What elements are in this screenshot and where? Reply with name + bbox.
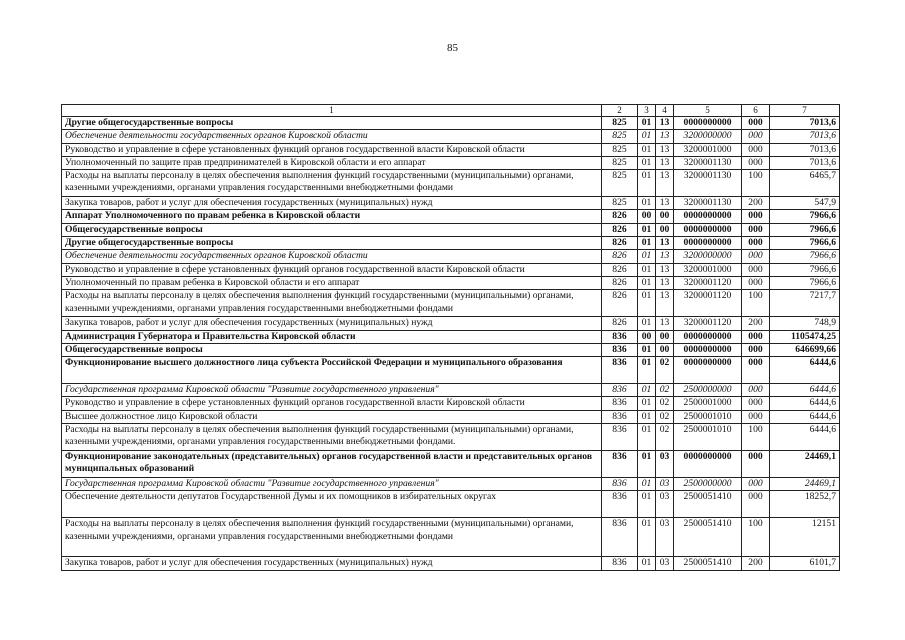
target-article-cell: 0000000000	[674, 343, 742, 356]
ministry-code-cell: 836	[602, 397, 638, 410]
amount-cell: 6444,6	[770, 384, 840, 397]
subsection-code-cell: 13	[656, 276, 674, 289]
table-row	[62, 478, 840, 491]
item-name-cell: Расходы на выплаты персоналу в целях обеспечения выполнения функций государственными (муниципальными) органами, казенными учреждениями, органами управления государственными внебюджетными фондами	[62, 170, 602, 197]
expense-type-cell: 000	[742, 143, 770, 156]
expense-type-cell: 000	[742, 357, 770, 384]
ministry-code-cell: 826	[602, 317, 638, 330]
table-body	[62, 117, 840, 571]
table-row	[62, 143, 840, 156]
amount-cell: 6444,6	[770, 410, 840, 423]
target-article-cell: 3200001000	[674, 143, 742, 156]
amount-cell: 6444,6	[770, 357, 840, 384]
section-code-cell: 01	[638, 451, 656, 478]
expense-type-cell: 000	[742, 130, 770, 143]
amount-cell: 7966,6	[770, 223, 840, 236]
amount-cell: 18252,7	[770, 491, 840, 518]
section-code-cell: 01	[638, 518, 656, 557]
item-name-cell: Аппарат Уполномоченного по правам ребенка в Кировской области	[62, 210, 602, 223]
subsection-code-cell: 13	[656, 263, 674, 276]
subsection-code-cell: 03	[656, 518, 674, 557]
item-name-cell: Руководство и управление в сфере установленных функций органов государственной власти Кировской области	[62, 263, 602, 276]
target-article-cell: 0000000000	[674, 357, 742, 384]
ministry-code-cell: 826	[602, 210, 638, 223]
item-name-cell: Государственная программа Кировской области "Развитие государственного управления"	[62, 478, 602, 491]
subsection-code-cell: 13	[656, 250, 674, 263]
section-code-cell: 01	[638, 424, 656, 451]
ministry-code-cell: 826	[602, 263, 638, 276]
ministry-code-cell: 825	[602, 130, 638, 143]
table-row	[62, 330, 840, 343]
item-name-cell: Другие общегосударственные вопросы	[62, 237, 602, 250]
expense-type-cell: 200	[742, 317, 770, 330]
ministry-code-cell: 826	[602, 250, 638, 263]
amount-cell: 7966,6	[770, 210, 840, 223]
column-header: 6	[742, 105, 770, 117]
section-code-cell: 01	[638, 397, 656, 410]
ministry-code-cell: 836	[602, 451, 638, 478]
item-name-cell: Государственная программа Кировской области "Развитие государственного управления"	[62, 384, 602, 397]
target-article-cell: 0000000000	[674, 330, 742, 343]
ministry-code-cell: 826	[602, 237, 638, 250]
table-row	[62, 397, 840, 410]
ministry-code-cell: 836	[602, 478, 638, 491]
amount-cell: 7217,7	[770, 290, 840, 317]
section-code-cell: 01	[638, 290, 656, 317]
expense-type-cell: 000	[742, 117, 770, 130]
target-article-cell: 2500051410	[674, 491, 742, 518]
ministry-code-cell: 836	[602, 384, 638, 397]
subsection-code-cell: 13	[656, 197, 674, 210]
expense-type-cell: 000	[742, 250, 770, 263]
amount-cell: 7966,6	[770, 237, 840, 250]
expense-type-cell: 000	[742, 397, 770, 410]
column-header: 5	[674, 105, 742, 117]
subsection-code-cell: 02	[656, 410, 674, 423]
subsection-code-cell: 03	[656, 491, 674, 518]
subsection-code-cell: 02	[656, 424, 674, 451]
target-article-cell: 3200001120	[674, 276, 742, 289]
amount-cell: 748,9	[770, 317, 840, 330]
section-code-cell: 01	[638, 478, 656, 491]
amount-cell: 24469,1	[770, 451, 840, 478]
ministry-code-cell: 836	[602, 343, 638, 356]
amount-cell: 547,9	[770, 197, 840, 210]
subsection-code-cell: 13	[656, 143, 674, 156]
expense-type-cell: 000	[742, 384, 770, 397]
item-name-cell: Руководство и управление в сфере установленных функций органов государственной власти Кировской области	[62, 143, 602, 156]
amount-cell: 1105474,25	[770, 330, 840, 343]
target-article-cell: 3200001000	[674, 263, 742, 276]
expense-type-cell: 000	[742, 330, 770, 343]
subsection-code-cell: 13	[656, 237, 674, 250]
expense-type-cell: 000	[742, 451, 770, 478]
item-name-cell: Закупка товаров, работ и услуг для обеспечения государственных (муниципальных) нужд	[62, 317, 602, 330]
target-article-cell: 3200001120	[674, 317, 742, 330]
ministry-code-cell: 826	[602, 276, 638, 289]
subsection-code-cell: 13	[656, 130, 674, 143]
table-row	[62, 130, 840, 143]
section-code-cell: 01	[638, 317, 656, 330]
table-row	[62, 250, 840, 263]
section-code-cell: 01	[638, 197, 656, 210]
item-name-cell: Расходы на выплаты персоналу в целях обеспечения выполнения функций государственными (муниципальными) органами, казенными учреждениями, органами управления государственными внебюджетными фондами.	[62, 424, 602, 451]
ministry-code-cell: 826	[602, 290, 638, 317]
amount-cell: 12151	[770, 518, 840, 557]
target-article-cell: 2500001010	[674, 410, 742, 423]
expense-type-cell: 200	[742, 197, 770, 210]
section-code-cell: 01	[638, 143, 656, 156]
amount-cell: 7966,6	[770, 276, 840, 289]
section-code-cell: 01	[638, 263, 656, 276]
target-article-cell: 3200000000	[674, 130, 742, 143]
section-code-cell: 01	[638, 223, 656, 236]
subsection-code-cell: 00	[656, 343, 674, 356]
item-name-cell: Расходы на выплаты персоналу в целях обеспечения выполнения функций государственными (муниципальными) органами, казенными учреждениями, органами управления государственными внебюджетными фондами	[62, 290, 602, 317]
subsection-code-cell: 02	[656, 397, 674, 410]
section-code-cell: 01	[638, 237, 656, 250]
section-code-cell: 01	[638, 557, 656, 570]
section-code-cell: 01	[638, 384, 656, 397]
target-article-cell: 3200001130	[674, 170, 742, 197]
table-row	[62, 410, 840, 423]
section-code-cell: 01	[638, 343, 656, 356]
expense-type-cell: 100	[742, 518, 770, 557]
target-article-cell: 3200001120	[674, 290, 742, 317]
item-name-cell: Руководство и управление в сфере установленных функций органов государственной власти Кировской области	[62, 397, 602, 410]
expense-type-cell: 000	[742, 410, 770, 423]
section-code-cell: 01	[638, 130, 656, 143]
table-row	[62, 343, 840, 356]
target-article-cell: 2500051410	[674, 557, 742, 570]
amount-cell: 6465,7	[770, 170, 840, 197]
target-article-cell: 0000000000	[674, 237, 742, 250]
table-row	[62, 210, 840, 223]
target-article-cell: 3200001130	[674, 156, 742, 169]
table-row	[62, 197, 840, 210]
ministry-code-cell: 836	[602, 491, 638, 518]
column-header: 1	[62, 105, 602, 117]
item-name-cell: Обеспечение деятельности государственных органов Кировской области	[62, 250, 602, 263]
expense-type-cell: 100	[742, 424, 770, 451]
amount-cell: 7013,6	[770, 156, 840, 169]
ministry-code-cell: 825	[602, 117, 638, 130]
item-name-cell: Администрация Губернатора и Правительства Кировской области	[62, 330, 602, 343]
amount-cell: 7013,6	[770, 117, 840, 130]
subsection-code-cell: 03	[656, 451, 674, 478]
table-row	[62, 518, 840, 557]
target-article-cell: 3200000000	[674, 250, 742, 263]
column-header: 3	[638, 105, 656, 117]
section-code-cell: 01	[638, 410, 656, 423]
item-name-cell: Общегосударственные вопросы	[62, 223, 602, 236]
expense-type-cell: 000	[742, 237, 770, 250]
item-name-cell: Высшее должностное лицо Кировской области	[62, 410, 602, 423]
ministry-code-cell: 826	[602, 223, 638, 236]
subsection-code-cell: 13	[656, 156, 674, 169]
table-row	[62, 263, 840, 276]
ministry-code-cell: 836	[602, 330, 638, 343]
amount-cell: 7013,6	[770, 143, 840, 156]
expense-type-cell: 000	[742, 156, 770, 169]
expense-type-cell: 000	[742, 478, 770, 491]
item-name-cell: Обеспечение деятельности депутатов Государственной Думы и их помощников в избирательных округах	[62, 491, 602, 518]
subsection-code-cell: 13	[656, 317, 674, 330]
ministry-code-cell: 825	[602, 170, 638, 197]
ministry-code-cell: 825	[602, 197, 638, 210]
item-name-cell: Общегосударственные вопросы	[62, 343, 602, 356]
item-name-cell: Расходы на выплаты персоналу в целях обеспечения выполнения функций государственными (муниципальными) органами, казенными учреждениями, органами управления государственными внебюджетными фондами	[62, 518, 602, 557]
table-row	[62, 290, 840, 317]
table-row	[62, 170, 840, 197]
table-row	[62, 557, 840, 570]
item-name-cell: Уполномоченный по правам ребенка в Кировской области и его аппарат	[62, 276, 602, 289]
amount-cell: 7966,6	[770, 250, 840, 263]
subsection-code-cell: 13	[656, 170, 674, 197]
section-code-cell: 01	[638, 156, 656, 169]
target-article-cell: 0000000000	[674, 451, 742, 478]
item-name-cell: Обеспечение деятельности государственных органов Кировской области	[62, 130, 602, 143]
budget-table	[61, 104, 840, 571]
ministry-code-cell: 836	[602, 357, 638, 384]
column-header: 4	[656, 105, 674, 117]
table-row	[62, 491, 840, 518]
table-row	[62, 117, 840, 130]
subsection-code-cell: 13	[656, 290, 674, 317]
section-code-cell: 01	[638, 491, 656, 518]
table-row	[62, 237, 840, 250]
expense-type-cell: 000	[742, 223, 770, 236]
section-code-cell: 01	[638, 170, 656, 197]
section-code-cell: 00	[638, 330, 656, 343]
expense-type-cell: 000	[742, 491, 770, 518]
target-article-cell: 2500001010	[674, 424, 742, 451]
amount-cell: 7013,6	[770, 130, 840, 143]
subsection-code-cell: 00	[656, 210, 674, 223]
expense-type-cell: 000	[742, 343, 770, 356]
table-row	[62, 384, 840, 397]
subsection-code-cell: 13	[656, 117, 674, 130]
item-name-cell: Закупка товаров, работ и услуг для обеспечения государственных (муниципальных) нужд	[62, 557, 602, 570]
target-article-cell: 0000000000	[674, 117, 742, 130]
target-article-cell: 3200001130	[674, 197, 742, 210]
table-row	[62, 357, 840, 384]
table-row	[62, 451, 840, 478]
column-header: 7	[770, 105, 840, 117]
amount-cell: 24469,1	[770, 478, 840, 491]
amount-cell: 646699,66	[770, 343, 840, 356]
table-row	[62, 156, 840, 169]
item-name-cell: Уполномоченный по защите прав предпринимателей в Кировской области и его аппарат	[62, 156, 602, 169]
target-article-cell: 2500000000	[674, 384, 742, 397]
subsection-code-cell: 00	[656, 223, 674, 236]
section-code-cell: 00	[638, 210, 656, 223]
section-code-cell: 01	[638, 117, 656, 130]
amount-cell: 6444,6	[770, 424, 840, 451]
ministry-code-cell: 825	[602, 156, 638, 169]
subsection-code-cell: 02	[656, 384, 674, 397]
table-row	[62, 424, 840, 451]
subsection-code-cell: 03	[656, 478, 674, 491]
expense-type-cell: 100	[742, 290, 770, 317]
item-name-cell: Другие общегосударственные вопросы	[62, 117, 602, 130]
table-row	[62, 317, 840, 330]
table-row	[62, 276, 840, 289]
expense-type-cell: 100	[742, 170, 770, 197]
section-code-cell: 01	[638, 276, 656, 289]
expense-type-cell: 200	[742, 557, 770, 570]
target-article-cell: 0000000000	[674, 223, 742, 236]
table-row	[62, 223, 840, 236]
section-code-cell: 01	[638, 250, 656, 263]
ministry-code-cell: 836	[602, 557, 638, 570]
target-article-cell: 2500001000	[674, 397, 742, 410]
item-name-cell: Закупка товаров, работ и услуг для обеспечения государственных (муниципальных) нужд	[62, 197, 602, 210]
target-article-cell: 2500051410	[674, 518, 742, 557]
table-header-row	[62, 105, 840, 117]
target-article-cell: 2500000000	[674, 478, 742, 491]
subsection-code-cell: 00	[656, 330, 674, 343]
ministry-code-cell: 836	[602, 518, 638, 557]
item-name-cell: Функционирование высшего должностного лица субъекта Российской Федерации и муниципального образования	[62, 357, 602, 384]
section-code-cell: 01	[638, 357, 656, 384]
expense-type-cell: 000	[742, 263, 770, 276]
subsection-code-cell: 02	[656, 357, 674, 384]
target-article-cell: 0000000000	[674, 210, 742, 223]
amount-cell: 6444,6	[770, 397, 840, 410]
amount-cell: 6101,7	[770, 557, 840, 570]
expense-type-cell: 000	[742, 276, 770, 289]
item-name-cell: Функционирование законодательных (представительных) органов государственной власти и представительных органов муниципальных образований	[62, 451, 602, 478]
ministry-code-cell: 825	[602, 143, 638, 156]
amount-cell: 7966,6	[770, 263, 840, 276]
subsection-code-cell: 03	[656, 557, 674, 570]
page-number: 85	[447, 42, 458, 54]
expense-type-cell: 000	[742, 210, 770, 223]
ministry-code-cell: 836	[602, 410, 638, 423]
ministry-code-cell: 836	[602, 424, 638, 451]
column-header: 2	[602, 105, 638, 117]
